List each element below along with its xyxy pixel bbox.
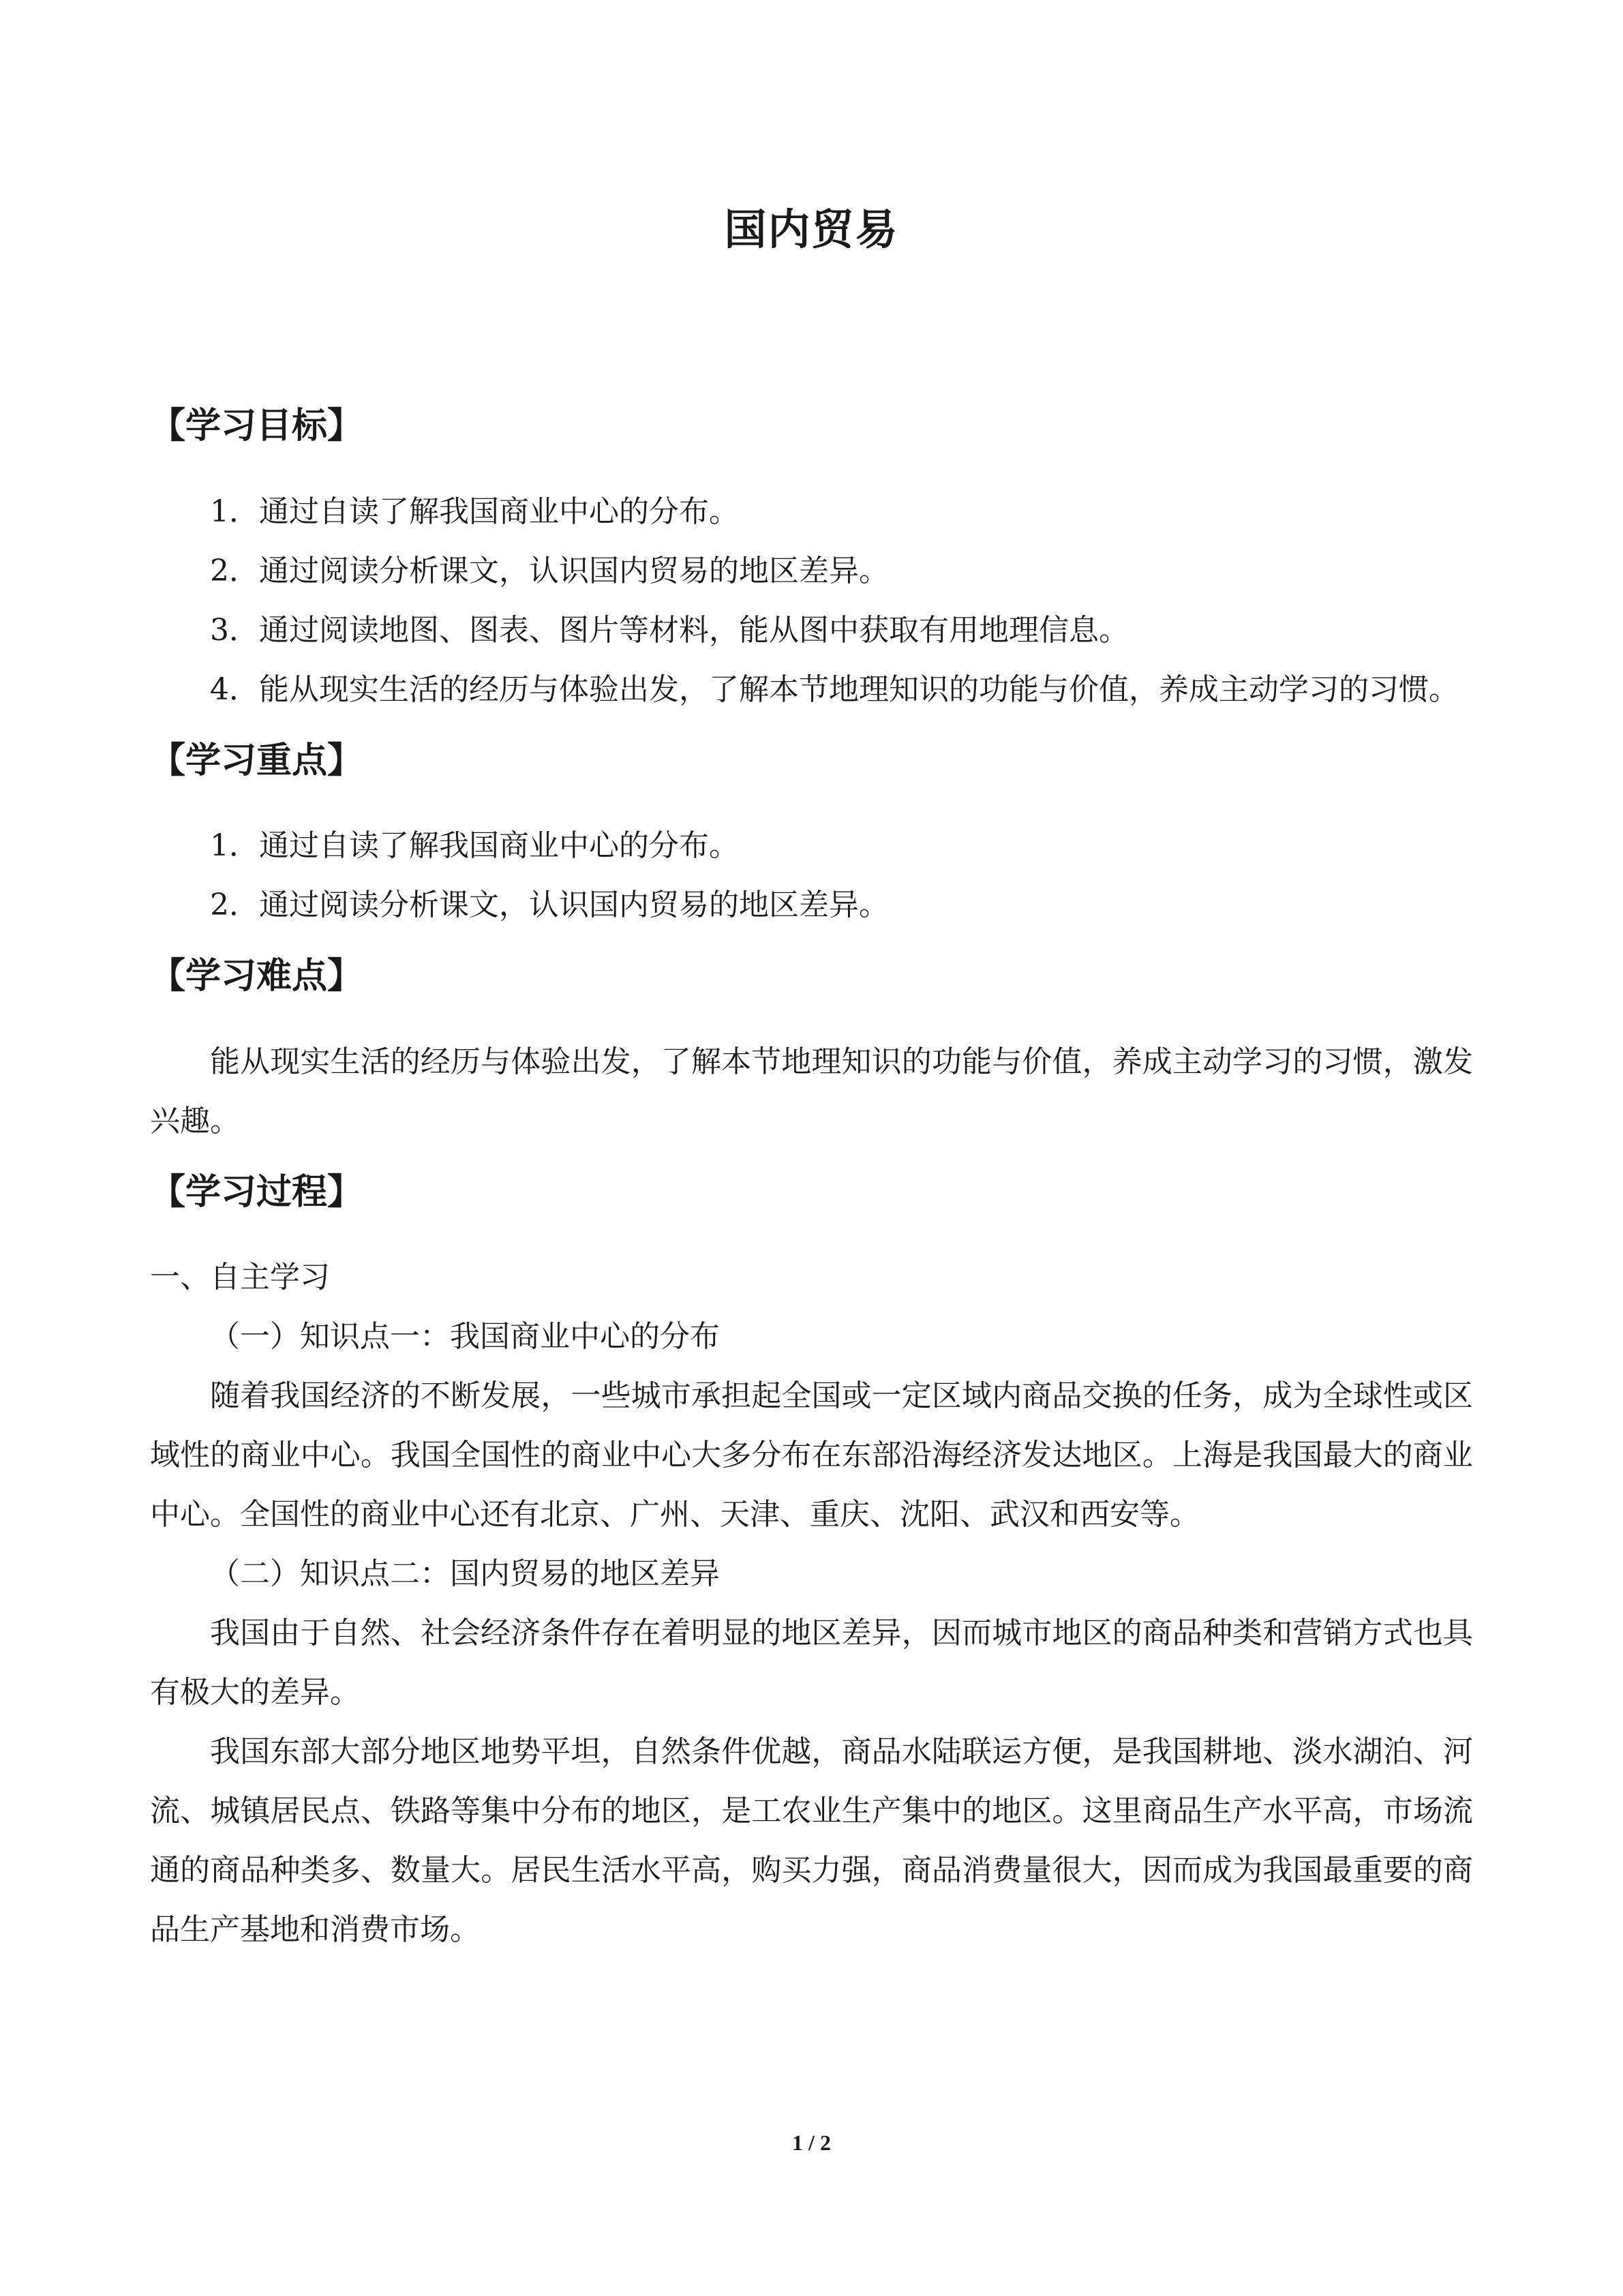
difficulties-text: 能从现实生活的经历与体验出发，了解本节地理知识的功能与价值，养成主动学习的习惯，激发兴趣。 [150,1044,1473,1138]
key-point-item-1: 1．通过自读了解我国商业中心的分布。 [210,828,739,864]
knowledge-point-2-title: （二）知识点二：国内贸易的地区差异 [210,1556,720,1591]
knowledge-point-1-text: 随着我国经济的不断发展，一些城市承担起全国或一定区域内商品交换的任务，成为全球性或区域性的商业中心。我国全国性的商业中心大多分布在东部沿海经济发达地区。上海是我国最大的商业中心。全国性的商业中心还有北京、广州、天津、重庆、沈阳、武汉和西安等。 [150,1378,1473,1532]
page-title: 国内贸易 [724,205,899,254]
process-part-1-title: 一、自主学习 [150,1259,330,1295]
knowledge-point-1-title: （一）知识点一：我国商业中心的分布 [210,1318,720,1354]
objectives-list [150,482,1473,719]
key-points-list [150,816,1473,935]
section-heading-difficulties: 【学习难点】 [150,956,363,997]
knowledge-point-2-text-1: 我国由于自然、社会经济条件存在着明显的地区差异，因而城市地区的商品种类和营销方式也具有极大的差异。 [150,1615,1473,1710]
objective-item-4: 4．能从现实生活的经历与体验出发，了解本节地理知识的功能与价值，养成主动学习的习惯。 [210,671,1459,707]
key-point-item-2: 2．通过阅读分析课文，认识国内贸易的地区差异。 [210,888,889,923]
page-number: 1 / 2 [792,2130,831,2155]
objective-item-3: 3．通过阅读地图、图表、图片等材料，能从图中获取有用地理信息。 [210,612,1129,648]
section-heading-key-points: 【学习重点】 [150,740,363,781]
section-heading-process: 【学习过程】 [150,1171,363,1213]
objective-item-1: 1．通过自读了解我国商业中心的分布。 [210,494,739,529]
objective-item-2: 2．通过阅读分析课文，认识国内贸易的地区差异。 [210,553,889,588]
section-heading-objectives: 【学习目标】 [150,406,363,447]
knowledge-point-2-text-2: 我国东部大部分地区地势平坦，自然条件优越，商品水陆联运方便，是我国耕地、淡水湖泊、河流、城镇居民点、铁路等集中分布的地区，是工农业生产集中的地区。这里商品生产水平高，市场流通的商品种类多、数量大。居民生活水平高，购买力强，商品消费量很大，因而成为我国最重要的商品生产基地和消费市场。 [150,1734,1473,1947]
